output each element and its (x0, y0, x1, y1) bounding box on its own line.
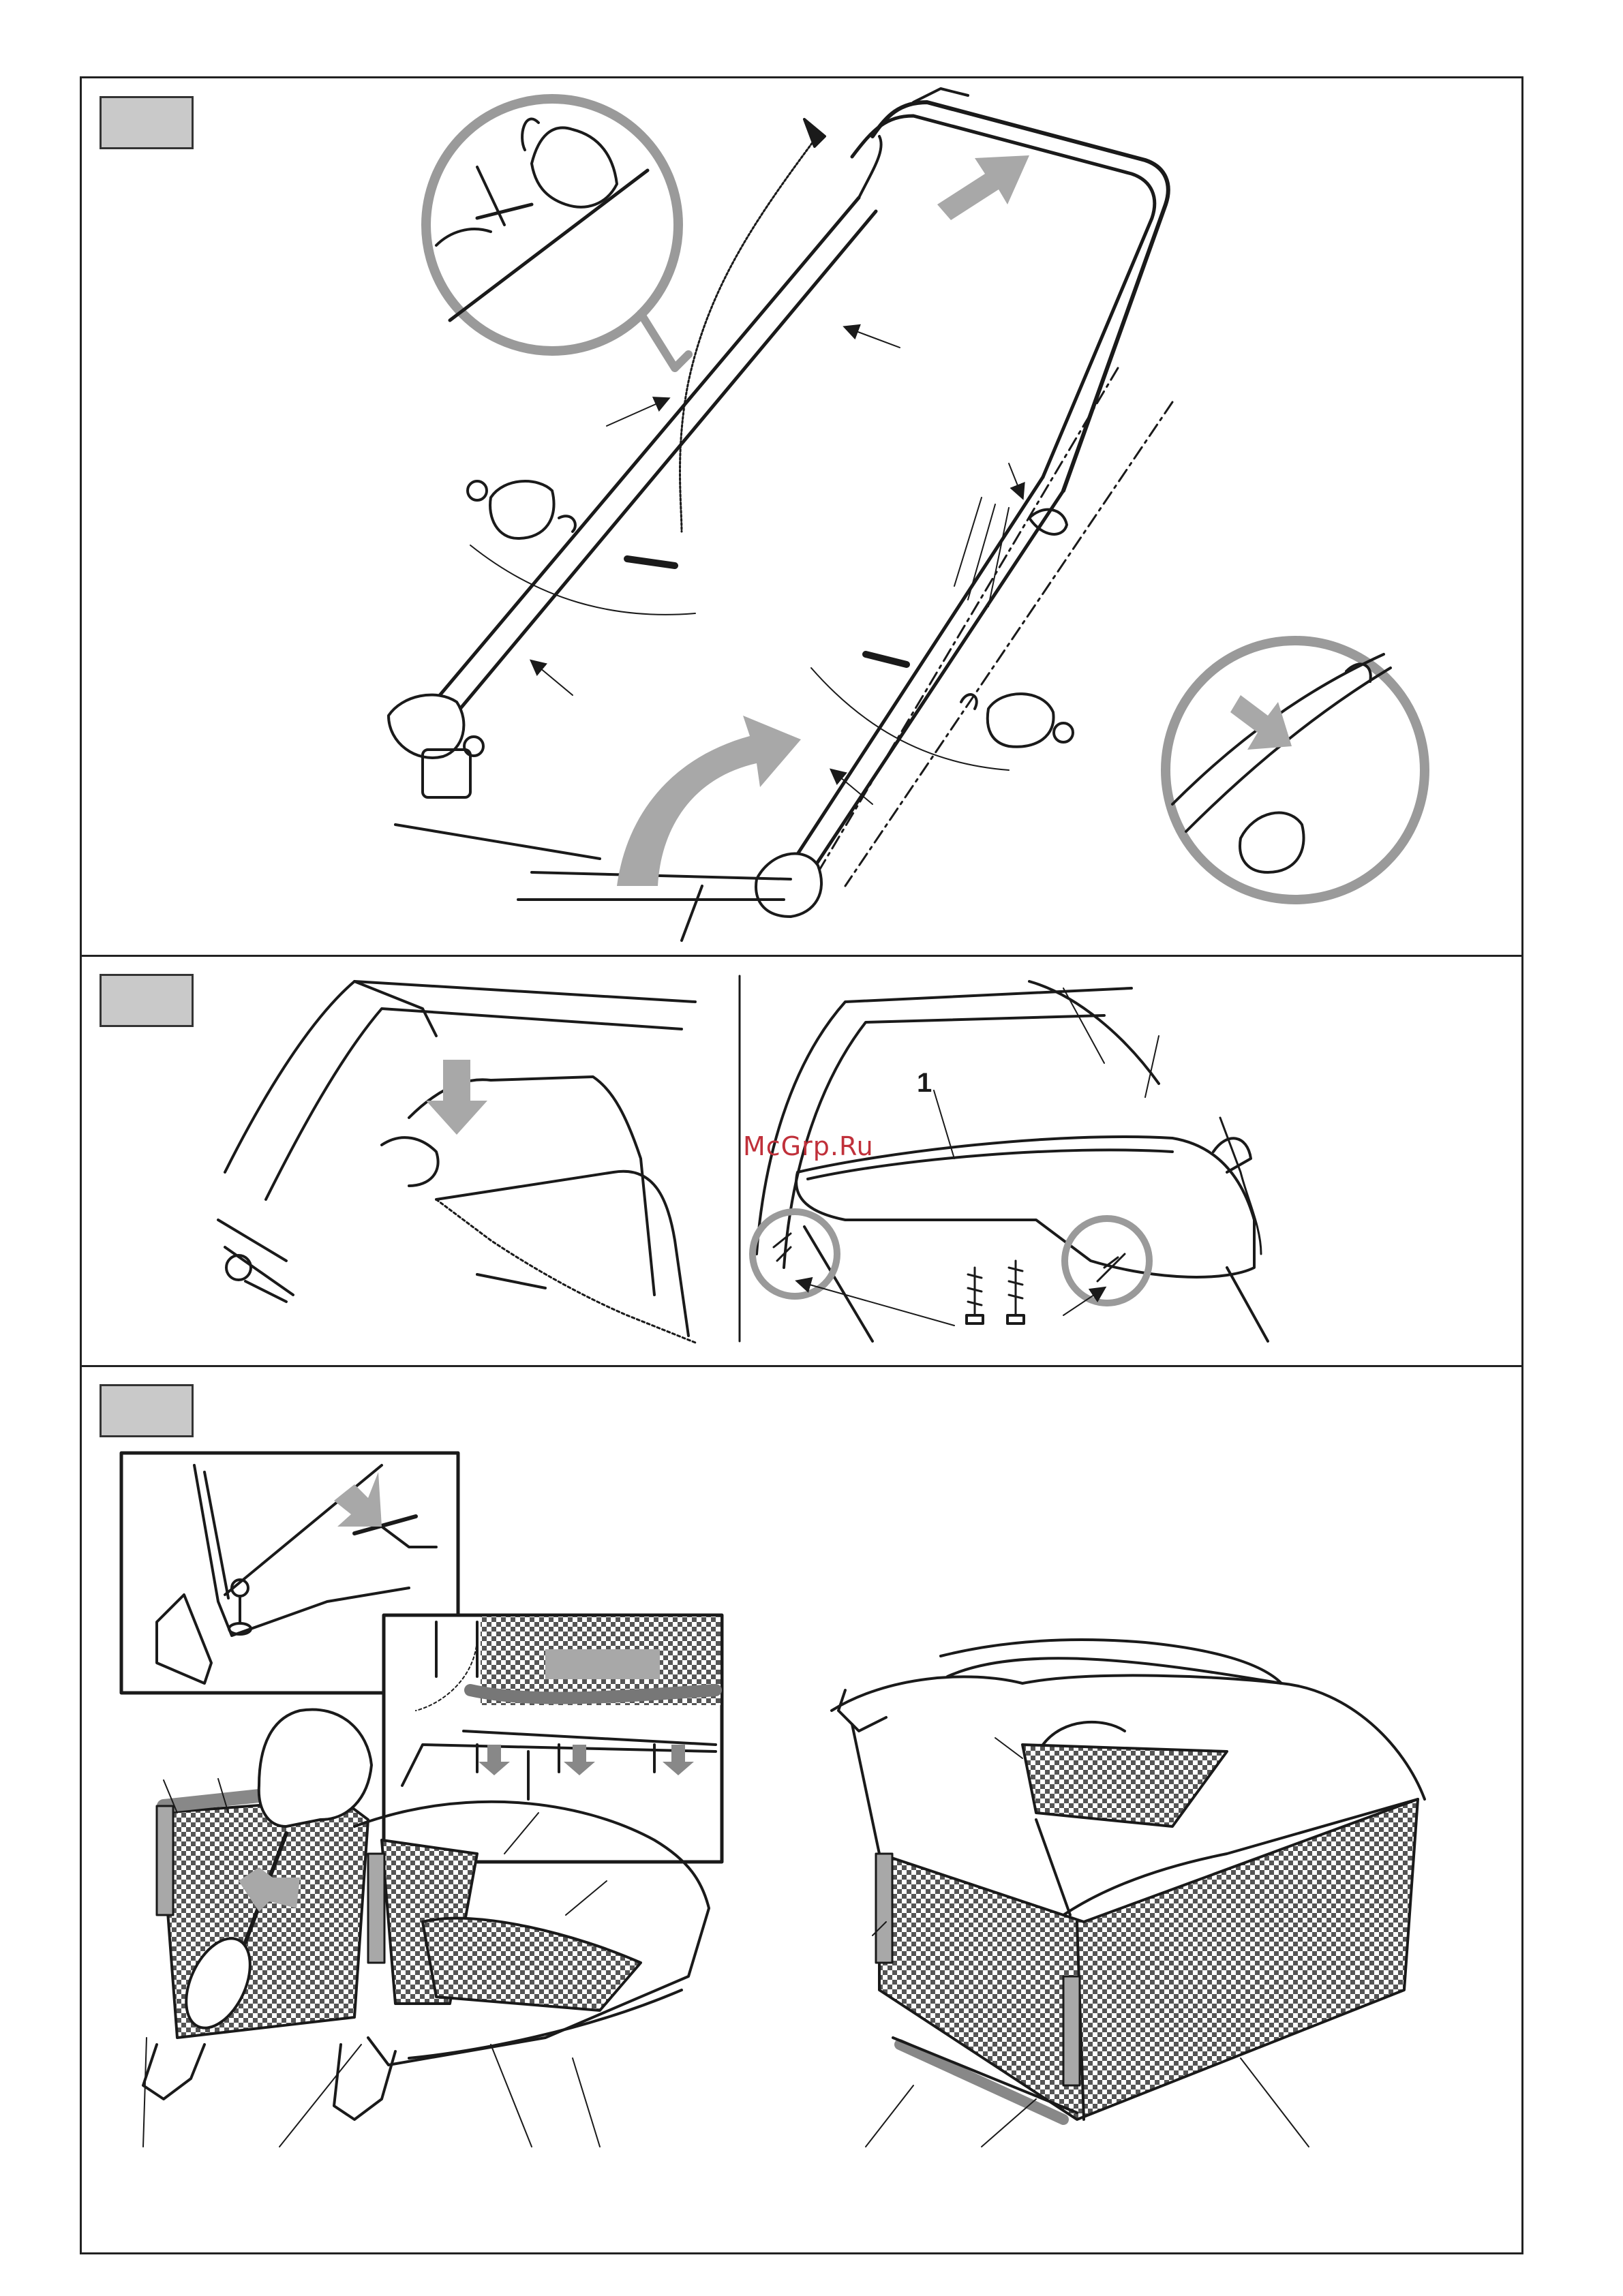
knob-left (389, 695, 483, 797)
knob-detached-left (468, 481, 675, 566)
magnifier-circle-icon-2 (1166, 641, 1425, 900)
watermark-text: McGrp.Ru (743, 1131, 874, 1161)
callout-item-1: 1 (917, 1068, 932, 1098)
arrow-down-right-icon (1230, 695, 1292, 750)
knob-right (756, 854, 821, 917)
magnifier-circle-icon (426, 99, 688, 368)
step-3-illustration (121, 1453, 1425, 2147)
arrow-up-right-icon (937, 155, 1029, 220)
step-1-illustration (389, 89, 1425, 940)
